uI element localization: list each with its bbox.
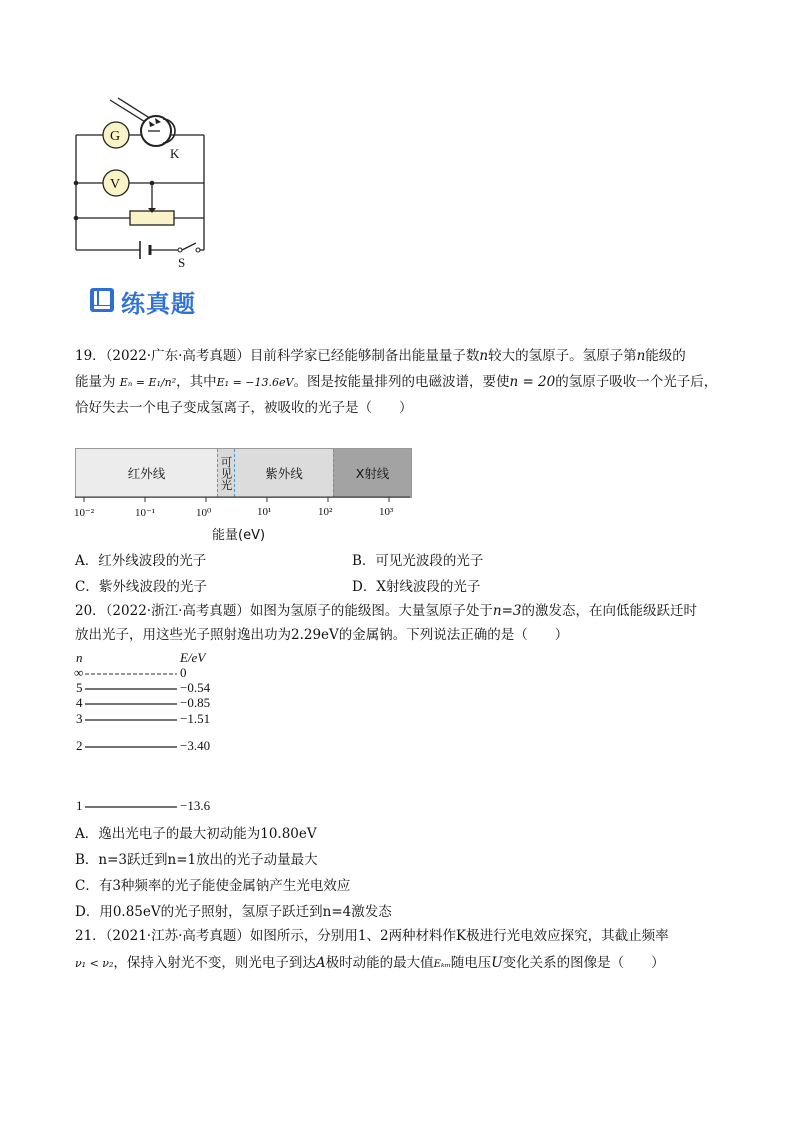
- level-n: 4: [76, 695, 83, 710]
- level-e: −3.40: [180, 738, 211, 753]
- visible-band: 可见光: [217, 449, 235, 497]
- spectrum-axis: [70, 496, 415, 506]
- switch-label: S: [178, 255, 186, 270]
- infrared-band: 红外线: [76, 449, 217, 497]
- q19-option-d[interactable]: D．X射线波段的光子: [352, 579, 481, 595]
- energy-formula: Eₙ = E₁/n²: [119, 376, 177, 389]
- q19-line1: 19．（2022·广东·高考真题）目前科学家已经能够制备出能量量子数n较大的氢原子。氢原子第n能级的: [75, 348, 686, 364]
- xray-band: X射线: [333, 449, 411, 497]
- level-e: −0.54: [180, 680, 211, 695]
- e1-value: E₁ = −13.6eV: [216, 376, 294, 389]
- level-n: 5: [76, 680, 83, 695]
- q19-option-c[interactable]: C．紫外线波段的光子: [75, 579, 207, 595]
- photoelectric-circuit-diagram: [70, 95, 220, 270]
- book-icon: [89, 287, 115, 313]
- spectrum-axis-label: 能量(eV): [212, 528, 266, 543]
- em-spectrum: [75, 448, 412, 498]
- tick-label: 10⁻¹: [135, 507, 156, 519]
- ultraviolet-band: 紫外线: [235, 449, 333, 497]
- level-e: −13.6: [180, 798, 211, 813]
- tick-label: 10⁰: [196, 507, 212, 519]
- n-axis-label: n: [76, 650, 83, 665]
- level-n: 2: [76, 738, 83, 753]
- q20-option-c[interactable]: C．有3种频率的光子能使金属钠产生光电效应: [75, 878, 351, 894]
- rheostat-icon: [130, 211, 174, 225]
- q20-option-d[interactable]: D．用0.85eV的光子照射，氢原子跃迁到n=4激发态: [75, 904, 392, 920]
- q20-option-a[interactable]: A．逸出光电子的最大初动能为10.80eV: [75, 826, 317, 842]
- q19-line2: 能量为 Eₙ = E₁/n²，其中E₁ = −13.6eV。图是按能量排列的电磁波谱，要使n = 20的氢原子吸收一个光子后，: [75, 374, 718, 390]
- voltmeter-label: V: [110, 177, 121, 192]
- tick-label: 10²: [318, 506, 333, 518]
- tick-label: 10¹: [257, 506, 272, 518]
- q21-line1: 21．（2021·江苏·高考真题）如图所示，分别用1、2两种材料作K极进行光电效应探究，其截止频率: [75, 928, 669, 944]
- tick-label: 10³: [379, 506, 394, 518]
- q19-option-b[interactable]: B．可见光波段的光子: [352, 553, 484, 569]
- q19-line3: 恰好失去一个电子变成氢离子，被吸收的光子是（ ）: [75, 400, 413, 416]
- e-axis-label: E/eV: [180, 650, 206, 665]
- level-n: 3: [76, 711, 83, 726]
- cathode-label: K: [170, 146, 180, 161]
- tick-label: 10⁻²: [74, 507, 95, 519]
- energy-level-lines: [85, 660, 185, 840]
- level-e: −0.85: [180, 695, 211, 710]
- level-n: ∞: [74, 665, 84, 680]
- galvanometer-label: G: [110, 129, 121, 144]
- level-e: −1.51: [180, 711, 211, 726]
- level-n: 1: [76, 798, 83, 813]
- q20-line1: 20．（2022·浙江·高考真题）如图为氢原子的能级图。大量氢原子处于n=3的激发态，在向低能级跃迁时: [75, 603, 697, 619]
- section-title: 练真题: [121, 290, 196, 318]
- q21-line2: ν₁ < ν₂，保持入射光不变，则光电子到达A极时动能的最大值Eₖₘ随电压U变化关系的图像是（ ）: [75, 955, 665, 971]
- q20-line2: 放出光子，用这些光子照射逸出功为2.29eV的金属钠。下列说法正确的是（ ）: [75, 627, 569, 643]
- q19-option-a[interactable]: A．红外线波段的光子: [75, 553, 207, 569]
- level-e: 0: [180, 665, 187, 680]
- q20-option-b[interactable]: B．n=3跃迁到n=1放出的光子动量最大: [75, 852, 318, 868]
